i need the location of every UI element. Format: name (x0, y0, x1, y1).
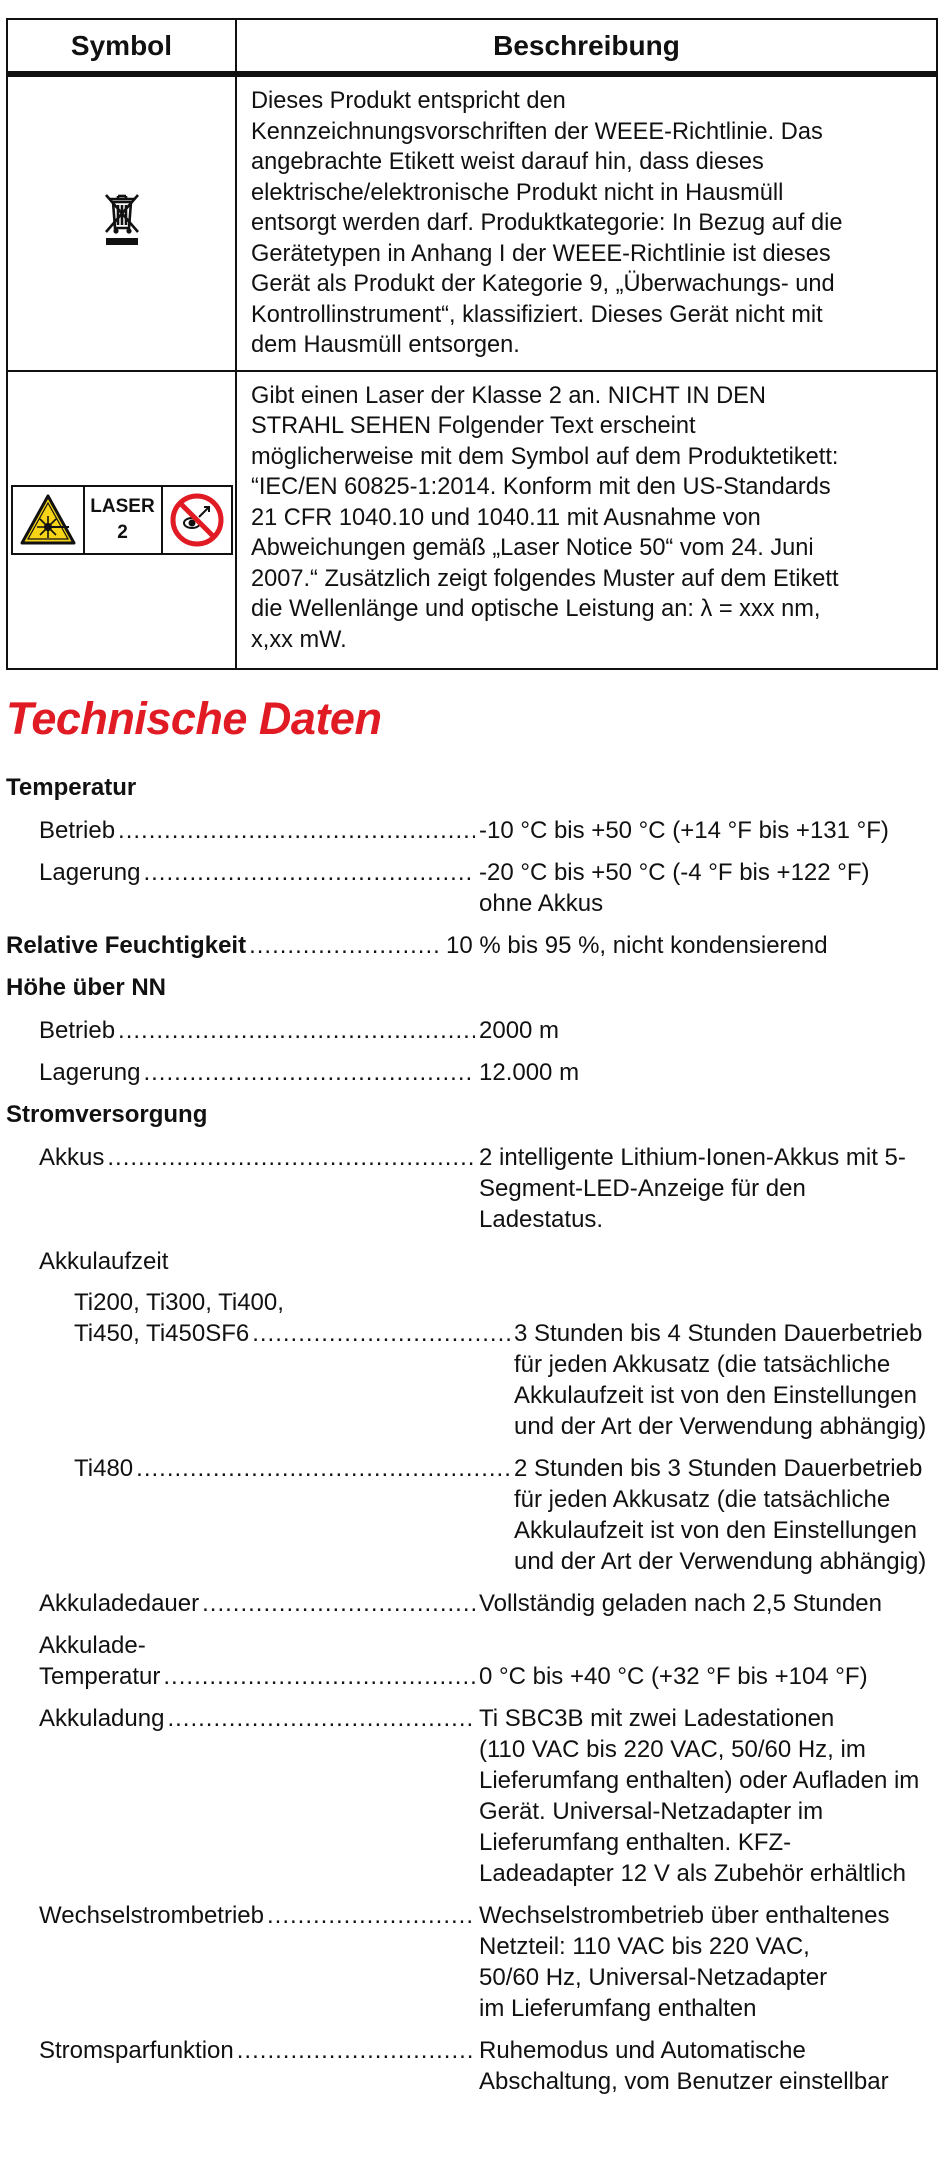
spec-ti480 (6, 1453, 938, 1577)
spec-value: Lieferumfang enthalten. KFZ- (479, 1829, 792, 1856)
spec-label: Ti450, Ti450SF6 (74, 1320, 250, 1347)
spec-value: für jeden Akkusatz (die tatsächliche (514, 1486, 891, 1513)
spec-value: Vollständig geladen nach 2,5 Stunden (479, 1590, 882, 1617)
spec-label: Akkuladung (39, 1705, 165, 1732)
header-beschreibung: Beschreibung (236, 19, 937, 74)
spec-value: 50/60 Hz, Universal-Netzadapter (479, 1964, 828, 1991)
laser-description (236, 371, 937, 669)
dot-leader (249, 930, 442, 961)
spec-heading-temperatur: Temperatur (6, 774, 137, 801)
spec-value: Segment-LED-Anzeige für den (479, 1175, 806, 1202)
page (6, 18, 938, 2095)
spec-ti200 (6, 1287, 938, 1442)
desc-line: x,xx mW. (251, 626, 347, 653)
spec-akkus (6, 1142, 938, 1235)
desc-line: “IEC/EN 60825-1:2014. Konform mit den US-Standards (251, 474, 831, 500)
symbol-cell (7, 74, 236, 371)
desc-line: die Wellenlänge und optische Leistung an: λ = xxx nm, (251, 596, 821, 622)
spec-label: Temperatur (39, 1663, 161, 1690)
spec-hoehe-lagerung (6, 1057, 938, 1088)
spec-value: 10 % bis 95 %, nicht kondensierend (446, 932, 828, 959)
crossed-out-wheeled-bin-icon (102, 228, 142, 255)
spec-label: Betrieb (39, 1017, 116, 1044)
spec-ladetemp (6, 1630, 938, 1692)
spec-akkulaufzeit-label: Akkulaufzeit (39, 1248, 169, 1275)
dot-leader (143, 857, 475, 888)
desc-line: Gibt einen Laser der Klasse 2 an. NICHT IN DEN (251, 382, 766, 409)
dot-leader (202, 1588, 475, 1619)
desc-line: 2007.“ Zusätzlich zeigt folgendes Muster auf dem Etikett (251, 565, 839, 592)
spec-value: Ladeadapter 12 V als Zubehör erhältlich (479, 1860, 906, 1887)
desc-line: Abweichungen gemäß „Laser Notice 50“ vom 24. Juni (251, 535, 814, 561)
spec-label: Wechselstrombetrieb (39, 1902, 264, 1929)
desc-line: dem Hausmüll entsorgen. (251, 332, 520, 358)
spec-value: und der Art der Verwendung abhängig) (514, 1548, 927, 1575)
table-row (7, 371, 937, 669)
desc-line: elektrische/elektronische Produkt nicht in Hausmüll (251, 179, 784, 206)
spec-label: Relative Feuchtigkeit (6, 932, 247, 959)
spec-feuchtigkeit (6, 930, 938, 961)
weee-description (236, 74, 937, 371)
spec-label: Stromsparfunktion (39, 2037, 234, 2064)
table-header-row (7, 19, 937, 74)
spec-value: 3 Stunden bis 4 Stunden Dauerbetrieb (514, 1320, 923, 1347)
symbol-cell (7, 371, 236, 669)
desc-line: angebrachte Etikett weist darauf hin, dass dieses (251, 149, 764, 175)
specs-list (6, 772, 938, 2108)
spec-value: Akkulaufzeit ist von den Einstellungen (514, 1517, 917, 1544)
spec-value: Lieferumfang enthalten) oder Aufladen im (479, 1767, 920, 1794)
desc-line: Gerät als Produkt der Kategorie 9, „Überwachungs- und (251, 271, 835, 297)
spec-label: Akkuladedauer (39, 1590, 200, 1617)
spec-label: Ti480 (74, 1455, 134, 1482)
spec-value: -10 °C bis +50 °C (+14 °F bis +131 °F) (479, 817, 889, 844)
desc-line: Kennzeichnungsvorschriften der WEEE-Richtlinie. Das (251, 118, 823, 145)
symbol-table (6, 18, 938, 670)
spec-label: Betrieb (39, 817, 116, 844)
laser-class-text (85, 487, 163, 553)
spec-label: Akkus (39, 1144, 105, 1171)
dot-leader (107, 1142, 475, 1173)
spec-value: ohne Akkus (479, 890, 604, 917)
dot-leader (118, 815, 475, 846)
spec-value: für jeden Akkusatz (die tatsächliche (514, 1351, 891, 1378)
dot-leader (267, 1900, 475, 1931)
spec-akkuladung (6, 1703, 938, 1889)
desc-line: Gerätetypen in Anhang I der WEEE-Richtlinie ist dieses (251, 240, 831, 267)
spec-label: Ti200, Ti300, Ti400, (74, 1289, 284, 1316)
dot-leader (237, 2035, 475, 2066)
desc-line: Dieses Produkt entspricht den (251, 88, 566, 114)
header-symbol: Symbol (7, 19, 236, 74)
spec-value: Netzteil: 110 VAC bis 220 VAC, (479, 1933, 810, 1960)
desc-line: entsorgt werden darf. Produktkategorie: In Bezug auf die (251, 210, 843, 236)
dot-leader (143, 1057, 475, 1088)
spec-value: Ladestatus. (479, 1206, 604, 1233)
spec-ladedauer (6, 1588, 938, 1619)
desc-line: Kontrollinstrument“, klassifiziert. Dieses Gerät nicht mit (251, 301, 823, 328)
spec-heading-strom: Stromversorgung (6, 1101, 208, 1128)
do-not-stare-icon (163, 487, 231, 553)
desc-line: 21 CFR 1040.10 und 1040.11 mit Ausnahme von (251, 504, 761, 531)
spec-value: Gerät. Universal-Netzadapter im (479, 1798, 824, 1825)
spec-value: Ti SBC3B mit zwei Ladestationen (479, 1705, 835, 1732)
spec-value: 2 Stunden bis 3 Stunden Dauerbetrieb (514, 1455, 923, 1482)
section-title: Technische Daten (6, 693, 382, 744)
spec-value: Wechselstrombetrieb über enthaltenes (479, 1902, 890, 1929)
dot-leader (136, 1453, 510, 1484)
laser-warning-icon (13, 487, 85, 553)
spec-value: 0 °C bis +40 °C (+32 °F bis +104 °F) (479, 1663, 868, 1690)
spec-value: (110 VAC bis 220 VAC, 50/60 Hz, im (479, 1736, 866, 1763)
spec-value: 2000 m (479, 1017, 560, 1044)
spec-label: Lagerung (39, 859, 141, 886)
desc-line: STRAHL SEHEN Folgender Text erscheint (251, 413, 696, 439)
spec-wechselstrom (6, 1900, 938, 2024)
laser-class-number: 2 (117, 521, 128, 543)
spec-value: 12.000 m (479, 1059, 580, 1086)
spec-label: Akkulade- (39, 1632, 146, 1659)
spec-value: 2 intelligente Lithium-Ionen-Akkus mit 5- (479, 1144, 906, 1171)
desc-line: möglicherweise mit dem Symbol auf dem Produktetikett: (251, 443, 839, 470)
spec-value: im Lieferumfang enthalten (479, 1995, 757, 2022)
spec-value: Abschaltung, vom Benutzer einstellbar (479, 2068, 889, 2095)
spec-label: Lagerung (39, 1059, 141, 1086)
dot-leader (252, 1318, 510, 1349)
dot-leader (167, 1703, 475, 1734)
spec-temp-betrieb (6, 815, 938, 846)
spec-value: -20 °C bis +50 °C (-4 °F bis +122 °F) (479, 859, 870, 886)
spec-hoehe-betrieb (6, 1015, 938, 1046)
spec-value: und der Art der Verwendung abhängig) (514, 1413, 927, 1440)
spec-temp-lagerung (6, 857, 938, 919)
table-row (7, 74, 937, 371)
spec-heading-hoehe: Höhe über NN (6, 974, 167, 1001)
spec-value: Ruhemodus und Automatische (479, 2037, 806, 2064)
laser-class-2-label-icon (11, 485, 233, 555)
dot-leader (163, 1661, 475, 1692)
spec-value: Akkulaufzeit ist von den Einstellungen (514, 1382, 917, 1409)
spec-stromspar (6, 2035, 938, 2097)
laser-word: LASER (90, 495, 155, 517)
dot-leader (118, 1015, 475, 1046)
